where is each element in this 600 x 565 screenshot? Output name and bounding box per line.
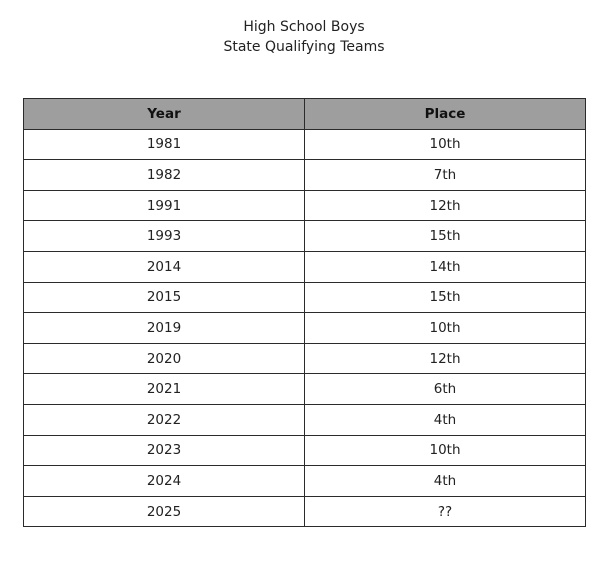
table-row: [24, 129, 586, 160]
place-cell: 7th: [305, 160, 586, 191]
year-cell: 1982: [24, 160, 305, 191]
column-header-place: Place: [305, 99, 586, 130]
place-cell: 10th: [305, 129, 586, 160]
table-row: [24, 343, 586, 374]
table-row: [24, 374, 586, 405]
table-row: [24, 282, 586, 313]
year-cell: 2024: [24, 466, 305, 497]
column-header-year: Year: [24, 99, 305, 130]
place-cell: 12th: [305, 190, 586, 221]
year-cell: 2015: [24, 282, 305, 313]
table-row: [24, 404, 586, 435]
qualifying-teams-table: [23, 98, 586, 527]
place-cell: 6th: [305, 374, 586, 405]
place-cell: 4th: [305, 466, 586, 497]
year-cell: 2014: [24, 251, 305, 282]
place-cell: 15th: [305, 221, 586, 252]
table-row: [24, 251, 586, 282]
year-cell: 2021: [24, 374, 305, 405]
place-cell: 15th: [305, 282, 586, 313]
title-line-2: State Qualifying Teams: [223, 39, 385, 55]
year-cell: 2019: [24, 313, 305, 344]
place-cell: 4th: [305, 404, 586, 435]
place-cell: ??: [305, 496, 586, 527]
place-cell: 10th: [305, 313, 586, 344]
year-cell: 1981: [24, 129, 305, 160]
place-cell: 12th: [305, 343, 586, 374]
year-cell: 1993: [24, 221, 305, 252]
table-row: [24, 190, 586, 221]
table-row: [24, 466, 586, 497]
table-header-row: [24, 99, 586, 130]
place-cell: 10th: [305, 435, 586, 466]
document-title: [0, 17, 600, 57]
place-cell: 14th: [305, 251, 586, 282]
year-cell: 2020: [24, 343, 305, 374]
table-row: [24, 496, 586, 527]
table-row: [24, 435, 586, 466]
year-cell: 1991: [24, 190, 305, 221]
title-line-1: High School Boys: [243, 19, 365, 35]
year-cell: 2022: [24, 404, 305, 435]
table-row: [24, 313, 586, 344]
table-row: [24, 160, 586, 191]
table-row: [24, 221, 586, 252]
year-cell: 2023: [24, 435, 305, 466]
year-cell: 2025: [24, 496, 305, 527]
